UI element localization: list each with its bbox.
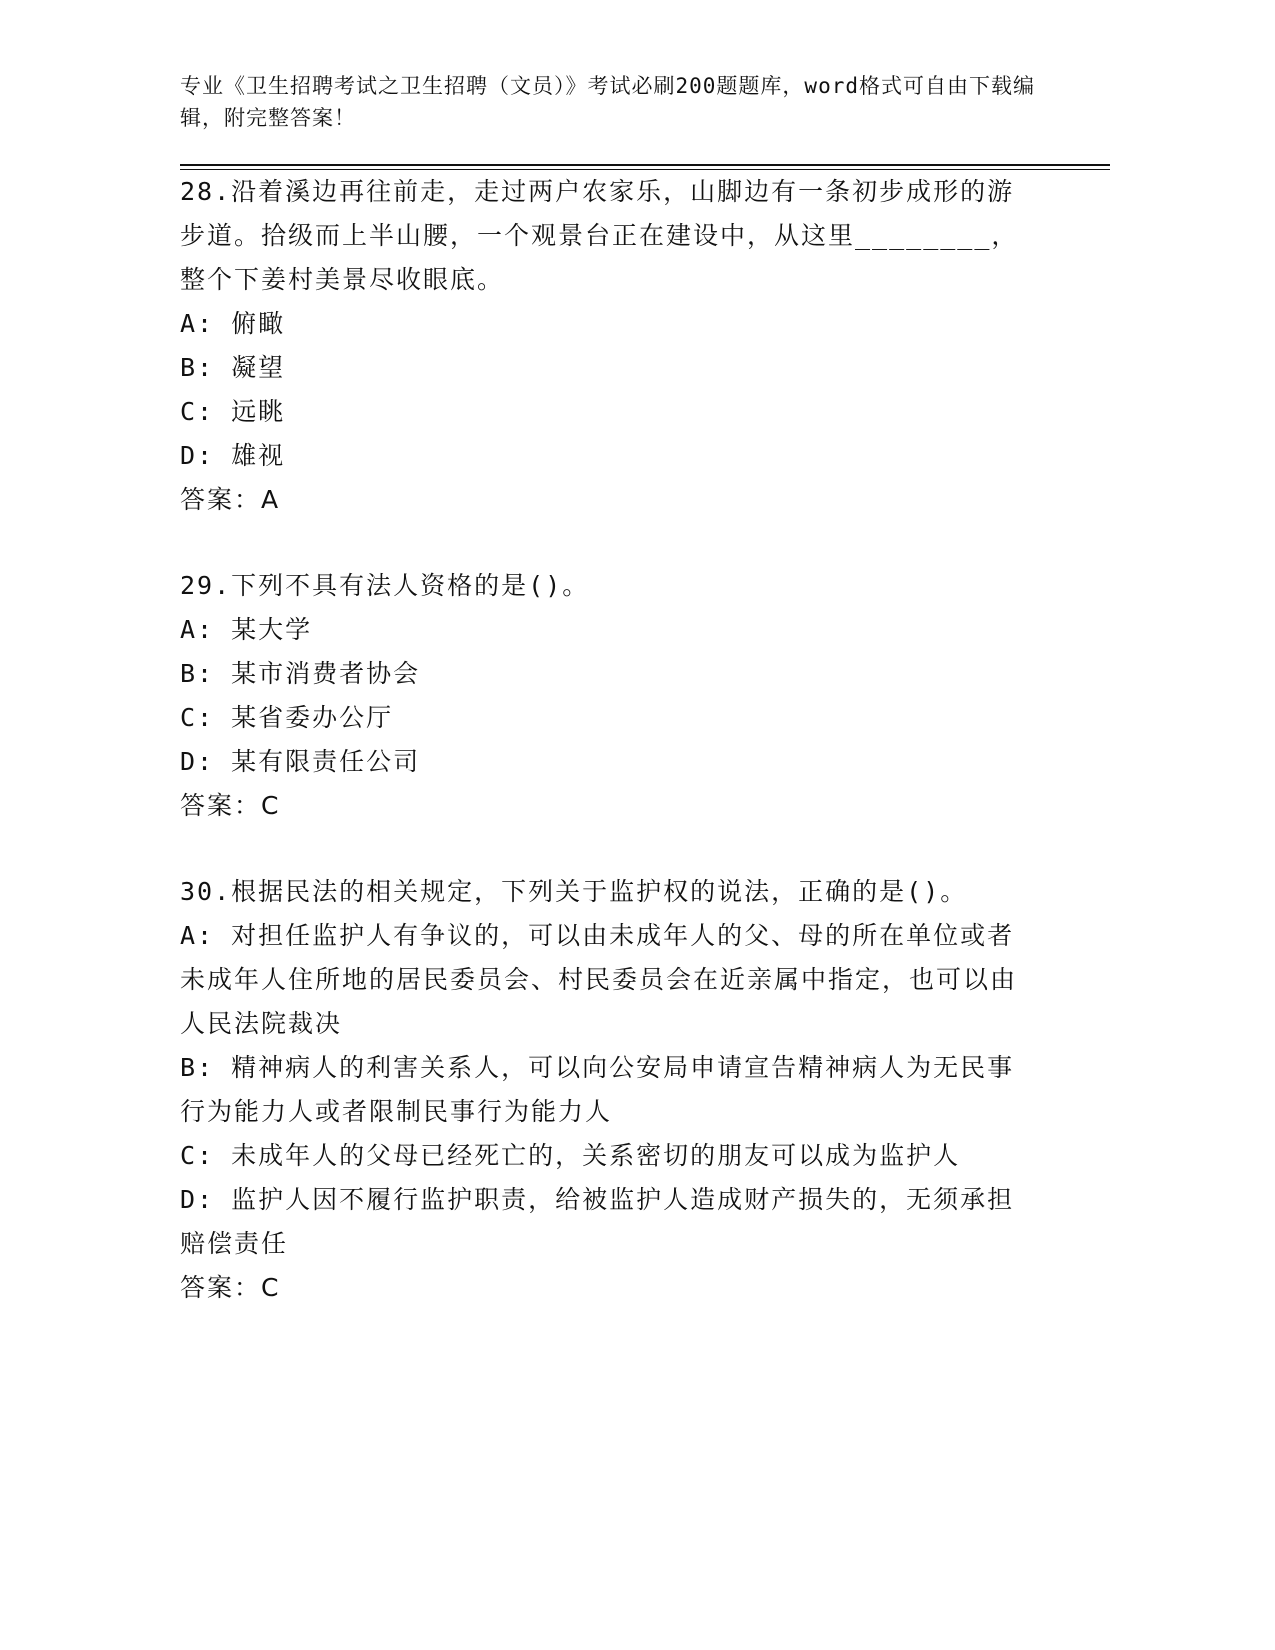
question-30 — [180, 870, 1040, 1310]
option-b: B: 精神病人的利害关系人，可以向公安局申请宣告精神病人为无民事行为能力人或者限制民事行为能力人 — [180, 1053, 1015, 1126]
document-header-note: 专业《卫生招聘考试之卫生招聘（文员）》考试必刷200题题库，word格式可自由下载编辑，附完整答案！ — [180, 74, 1035, 130]
question-text: 29.下列不具有法人资格的是()。 — [180, 571, 590, 600]
option-a: A: 对担任监护人有争议的，可以由未成年人的父、母的所在单位或者未成年人住所地的居民委员会、村民委员会在近亲属中指定，也可以由人民法院裁决 — [180, 921, 1018, 1038]
answer-line: 答案：C — [180, 791, 281, 820]
option-c: C: 远眺 — [180, 397, 286, 426]
option-c: C: 未成年人的父母已经死亡的，关系密切的朋友可以成为监护人 — [180, 1141, 961, 1170]
option-d: D: 监护人因不履行监护职责，给被监护人造成财产损失的，无须承担赔偿责任 — [180, 1185, 1015, 1258]
option-b: B: 某市消费者协会 — [180, 659, 421, 688]
option-b: B: 凝望 — [180, 353, 286, 382]
option-a: A: 俯瞰 — [180, 309, 286, 338]
option-d: D: 雄视 — [180, 441, 286, 470]
question-29 — [180, 564, 1040, 828]
answer-line: 答案：C — [180, 1273, 281, 1302]
question-text: 30.根据民法的相关规定，下列关于监护权的说法，正确的是()。 — [180, 877, 968, 906]
question-text: 28.沿着溪边再往前走，走过两户农家乐，山脚边有一条初步成形的游步道。拾级而上半山腰，一个观景台正在建设中，从这里________，整个下姜村美景尽收眼底。 — [180, 177, 1019, 294]
question-28 — [180, 170, 1040, 522]
document-page — [180, 70, 1110, 1352]
option-d: D: 某有限责任公司 — [180, 747, 421, 776]
option-c: C: 某省委办公厅 — [180, 703, 394, 732]
option-a: A: 某大学 — [180, 615, 313, 644]
answer-line: 答案：A — [180, 485, 281, 514]
